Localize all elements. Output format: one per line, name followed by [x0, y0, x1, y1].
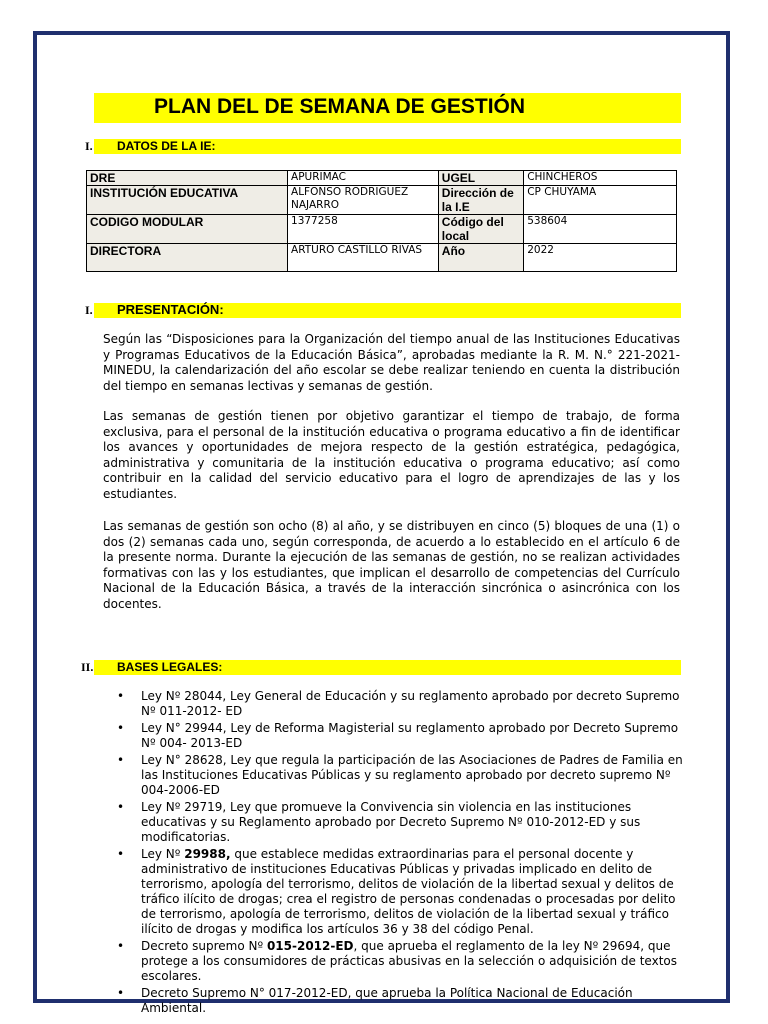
law-text: que establece medidas extraordinarias para el personal docente y administrativo de instituciones Educativas Públicas y privadas implicado en delito de terrorismo, apología del terrorismo, delitos de violación de la libertad sexual y delitos de tráfico ilícito de drogas; crea el registro de personas condenadas o procesadas por delito de terrorismo, apología de terrorismo, delitos de violación de la libertad sexual y tráfico ilícito de drogas y modifica los artículos 36 y 38 del código Penal.	[141, 847, 676, 936]
table-value: 538604	[524, 215, 677, 244]
page-border	[33, 31, 730, 1015]
law-text: Ley Nº 29719, Ley que promueve la Convivencia sin violencia en las instituciones educativas y su Reglamento aprobado por Decreto Supremo Nº 010-2012-ED y sus modificatorias.	[141, 800, 641, 844]
table-row	[87, 244, 677, 272]
list-item	[115, 689, 690, 719]
law-text: Decreto Supremo N° 017-2012-ED, que aprueba la Política Nacional de Educación Ambiental.	[141, 986, 633, 1015]
presentacion-paragraph: Las semanas de gestión son ocho (8) al año, y se distribuyen en cinco (5) bloques de una (1) o dos (2) semanas cada uno, según corresponda, de acuerdo a lo establecido en el artículo 6 de la presente norma. Durante la ejecución de las semanas de gestión, no se realizan actividades formativas con las y los estudiantes, que implican el desarrollo de competencias del Currículo Nacional de la Educación Básica, a través de la interacción sincrónica o asincrónica con los docentes.	[103, 519, 680, 611]
law-text: Ley N° 29944, Ley de Reforma Magisterial su reglamento aprobado por Decreto Supremo Nº 004- 2013-ED	[141, 721, 679, 750]
list-item	[115, 800, 690, 845]
law-text: Ley N° 28628, Ley que regula la participación de las Asociaciones de Padres de Familia en las Instituciones Educativas Públicas y su reglamento aprobado por decreto supremo Nº 004-2006-ED	[141, 753, 683, 797]
table-value: APURIMAC	[288, 171, 439, 186]
list-item	[115, 986, 690, 1016]
table-key: UGEL	[438, 171, 523, 186]
table-value: ALFONSO RODRIGUEZ NAJARRO	[288, 186, 439, 215]
list-item	[115, 847, 690, 937]
table-value: 1377258	[288, 215, 439, 244]
table-row	[87, 215, 677, 244]
bullet-icon: •	[117, 689, 125, 703]
section-bases-label: BASES LEGALES:	[117, 660, 223, 674]
title-highlight	[94, 93, 681, 123]
presentacion-paragraph: Según las “Disposiciones para la Organización del tiempo anual de las Instituciones Educativas y Programas Educativos de la Educación Básica”, aprobadas mediante la R. M. N.° 221-2021-MINEDU, la calendarización del año escolar se debe realizar teniendo en cuenta la distribución del tiempo en semanas lectivas y semanas de gestión.	[103, 332, 680, 393]
law-number: 29988,	[184, 847, 231, 861]
table-key: Dirección de la I.E	[438, 186, 523, 215]
bases-legales-list	[115, 689, 690, 1018]
bullet-icon: •	[117, 939, 125, 953]
datos-table	[86, 170, 677, 272]
table-key: DIRECTORA	[87, 244, 288, 272]
table-key: CODIGO MODULAR	[87, 215, 288, 244]
bullet-icon: •	[117, 753, 125, 767]
document-title: PLAN DEL DE SEMANA DE GESTIÓN	[154, 95, 526, 118]
list-item	[115, 721, 690, 751]
section-datos-number: I.	[85, 139, 93, 153]
bullet-icon: •	[117, 721, 125, 735]
table-key: Código del local	[438, 215, 523, 244]
presentacion-paragraph: Las semanas de gestión tienen por objetivo garantizar el tiempo de trabajo, de forma exclusiva, para el personal de la institución educativa o programa educativo a fin de identificar los avances y oportunidades de mejora respecto de la gestión estratégica, pedagógica, administrativa y comunitaria de la institución educativa o programa educativo; así como contribuir en la calidad del servicio educativo para el logro de aprendizajes de las y los estudiantes.	[103, 409, 680, 501]
table-value: ARTURO CASTILLO RIVAS	[288, 244, 439, 272]
table-row	[87, 186, 677, 215]
list-item	[115, 753, 690, 798]
section-datos-label: DATOS DE LA IE:	[117, 139, 216, 153]
section-presentacion-number: I.	[85, 303, 93, 317]
table-key: Año	[438, 244, 523, 272]
table-value: CHINCHEROS	[524, 171, 677, 186]
table-key: DRE	[87, 171, 288, 186]
law-text: Ley Nº 28044, Ley General de Educación y su reglamento aprobado por decreto Supremo Nº 011-2012- ED	[141, 689, 680, 718]
table-value: 2022	[524, 244, 677, 272]
law-text: , que aprueba el reglamento de la ley Nº 29694, que protege a los consumidores de prácticas abusivas en la selección o adquisición de textos escolares.	[141, 939, 678, 983]
table-value: CP CHUYAMA	[524, 186, 677, 215]
table-row	[87, 171, 677, 186]
section-bases-number: II.	[81, 660, 94, 674]
section-presentacion-label: PRESENTACIÓN:	[117, 302, 224, 317]
bullet-icon: •	[117, 800, 125, 814]
law-text: Decreto supremo Nº	[141, 939, 267, 953]
bullet-icon: •	[117, 986, 125, 1000]
table-key: INSTITUCIÓN EDUCATIVA	[87, 186, 288, 215]
list-item	[115, 939, 690, 984]
bullet-icon: •	[117, 847, 125, 861]
law-number: 015-2012-ED	[266, 939, 354, 953]
law-text: Ley Nº	[141, 847, 185, 861]
